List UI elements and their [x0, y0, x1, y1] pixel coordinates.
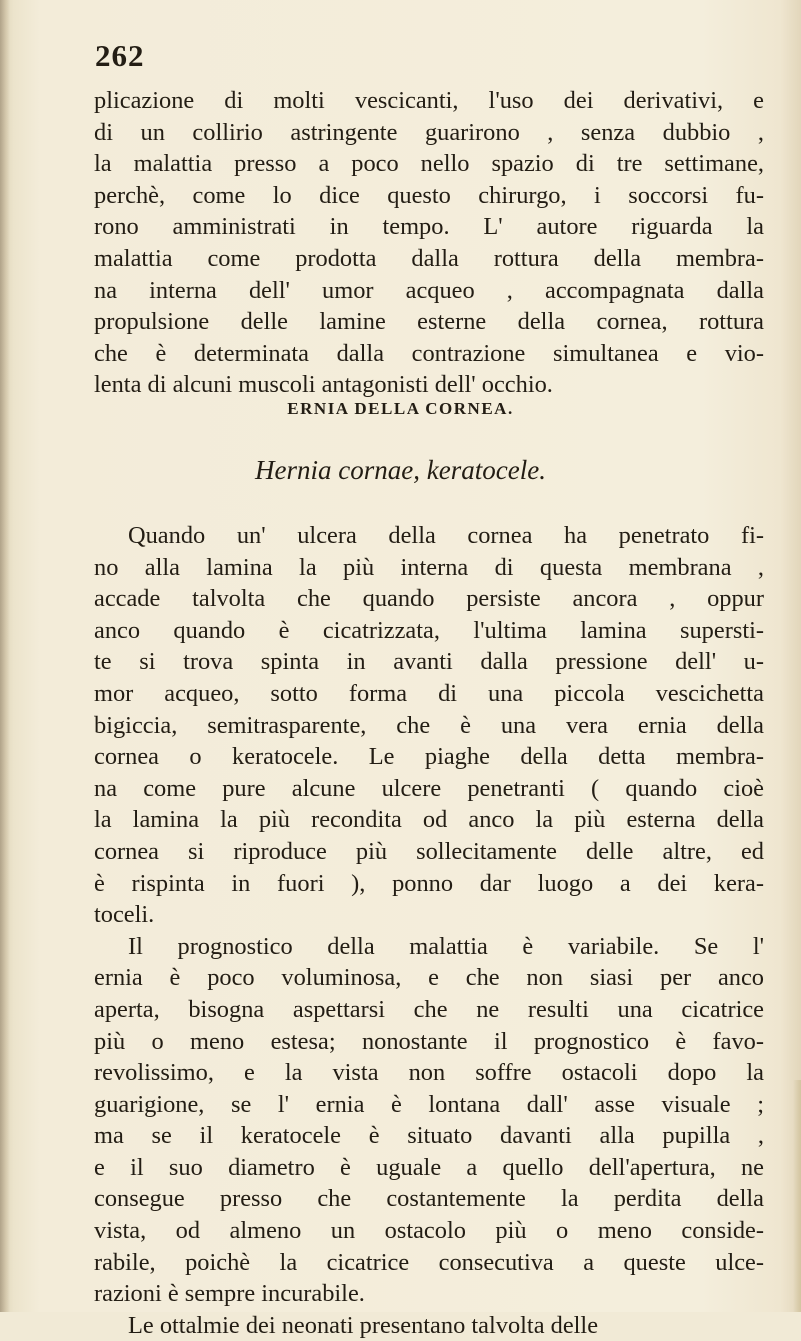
text-line: bigiccia, semitrasparente, che è una vera ernia della	[94, 711, 764, 739]
text-line: più o meno estesa; nonostante il prognostico è favo-	[94, 1027, 764, 1055]
text-line: lenta di alcuni muscoli antagonisti dell' occhio.	[94, 371, 553, 399]
page-spine-shadow	[0, 0, 10, 1312]
text-line: malattia come prodotta dalla rottura della membra-	[94, 244, 764, 272]
text-line: te si trova spinta in avanti dalla pressione dell' u-	[94, 648, 764, 676]
text-line: mor acqueo, sotto forma di una piccola vescichetta	[94, 679, 764, 707]
text-line: ma se il keratocele è situato davanti alla pupilla ,	[94, 1122, 764, 1150]
text-line: Il prognostico della malattia è variabile. Se l'	[128, 932, 764, 960]
text-line: na come pure alcune ulcere penetranti ( quando cioè	[94, 774, 764, 802]
text-line: plicazione di molti vescicanti, l'uso dei derivativi, e	[94, 87, 764, 114]
text-line: consegue presso che costantemente la perdita della	[94, 1185, 764, 1213]
page-number: 262	[95, 38, 145, 73]
text-line: Le ottalmie dei neonati presentano talvolta delle	[128, 1311, 599, 1339]
text-line: razioni è sempre incurabile.	[94, 1280, 365, 1308]
section-subheading: Hernia cornae, keratocele.	[255, 455, 546, 485]
text-line: na interna dell' umor acqueo , accompagnata dalla	[94, 276, 764, 304]
text-line: la malattia presso a poco nello spazio di tre settimane,	[94, 150, 764, 178]
text-line: di un collirio astringente guarirono , senza dubbio ,	[94, 118, 764, 146]
text-line: rabile, poichè la cicatrice consecutiva a queste ulce-	[94, 1248, 764, 1276]
page-edge-stain	[793, 1080, 801, 1312]
section-heading: ERNIA DELLA CORNEA.	[287, 399, 514, 418]
text-line: che è determinata dalla contrazione simultanea e vio-	[94, 339, 764, 367]
text-line: accade talvolta che quando persiste ancora , oppur	[94, 585, 764, 613]
text-line: vista, od almeno un ostacolo più o meno conside-	[94, 1217, 764, 1245]
continued-paragraph	[94, 85, 764, 401]
text-line: è rispinta in fuori ), ponno dar luogo a dei kera-	[94, 869, 764, 897]
text-line: e il suo diametro è uguale a quello dell'apertura, ne	[94, 1153, 764, 1181]
text-line: aperta, bisogna aspettarsi che ne resulti una cicatrice	[94, 995, 764, 1023]
text-line: rono amministrati in tempo. L' autore riguarda la	[94, 213, 764, 241]
text-line: ernia è poco voluminosa, e che non siasi per anco	[94, 964, 764, 992]
text-line: Quando un' ulcera della cornea ha penetrato fi-	[128, 522, 764, 549]
text-line: guarigione, se l' ernia è lontana dall' asse visuale ;	[94, 1090, 764, 1118]
text-line: anco quando è cicatrizzata, l'ultima lamina supersti-	[94, 616, 764, 644]
text-line: cornea si riproduce più sollecitamente delle altre, ed	[94, 837, 764, 865]
text-line: revolissimo, e la vista non soffre ostacoli dopo la	[94, 1059, 764, 1087]
text-line: la lamina la più recondita od anco la più esterna della	[94, 806, 764, 834]
body-paragraphs	[94, 520, 764, 1341]
text-line: propulsione delle lamine esterne della cornea, rottura	[94, 308, 764, 336]
text-line: no alla lamina la più interna di questa membrana ,	[94, 553, 764, 581]
text-line: cornea o keratocele. Le piaghe della detta membra-	[94, 743, 764, 771]
text-line: perchè, come lo dice questo chirurgo, i soccorsi fu-	[94, 181, 764, 209]
text-line: toceli.	[94, 901, 155, 929]
